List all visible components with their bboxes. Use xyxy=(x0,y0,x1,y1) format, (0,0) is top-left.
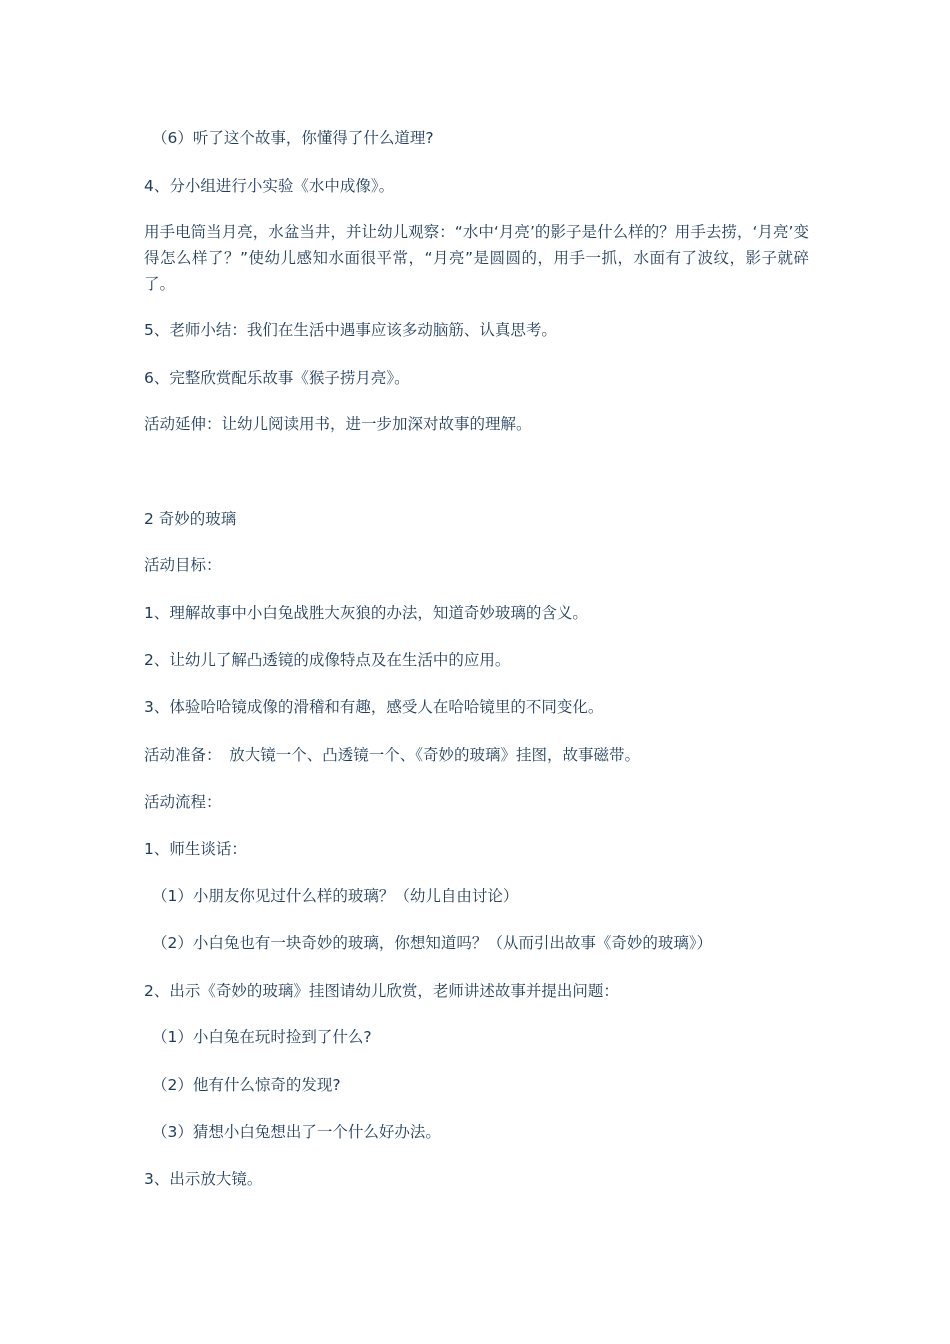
question-6: （6）听了这个故事，你懂得了什么道理? xyxy=(152,129,434,147)
step-2: 2、出示《奇妙的玻璃》挂图请幼儿欣赏，老师讲述故事并提出问题： xyxy=(144,982,619,1000)
step-1-question-2: （2）小白兔也有一块奇妙的玻璃，你想知道吗？（从而引出故事《奇妙的玻璃》） xyxy=(152,934,713,952)
goal-2: 2、让幼儿了解凸透镜的成像特点及在生活中的应用。 xyxy=(144,651,511,669)
step-1-question-1: （1）小朋友你见过什么样的玻璃？（幼儿自由讨论） xyxy=(152,887,519,905)
activity-goals-heading: 活动目标： xyxy=(144,556,222,574)
step-3: 3、出示放大镜。 xyxy=(144,1170,263,1188)
step-6: 6、完整欣赏配乐故事《猴子捞月亮》。 xyxy=(144,369,410,387)
step-2-question-3: （3）猜想小白兔想出了一个什么好办法。 xyxy=(152,1123,441,1141)
activity-preparation: 活动准备： 放大镜一个、凸透镜一个、《奇妙的玻璃》挂图，故事磁带。 xyxy=(144,746,641,764)
step-4: 4、分小组进行小实验《水中成像》。 xyxy=(144,177,395,195)
experiment-description: 用手电筒当月亮，水盆当井，并让幼儿观察：“水中‘月亮’的影子是什么样的？用手去捞，‘月亮’变得怎么样了？”使幼儿感知水面很平常，“月亮”是圆圆的，用手一抓，水面有了波纹，影子就碎了。 xyxy=(144,223,809,293)
activity-process-heading: 活动流程： xyxy=(144,793,222,811)
goal-3: 3、体验哈哈镜成像的滑稽和有趣，感受人在哈哈镜里的不同变化。 xyxy=(144,698,604,716)
activity-extension: 活动延伸：让幼儿阅读用书，进一步加深对故事的理解。 xyxy=(144,415,532,433)
step-1: 1、师生谈话： xyxy=(144,840,247,858)
step-2-question-1: （1）小白兔在玩时捡到了什么? xyxy=(152,1028,372,1046)
section-title: 2 奇妙的玻璃 xyxy=(144,510,237,528)
goal-1: 1、理解故事中小白兔战胜大灰狼的办法，知道奇妙玻璃的含义。 xyxy=(144,604,588,622)
step-2-question-2: （2）他有什么惊奇的发现? xyxy=(152,1076,341,1094)
step-5: 5、老师小结：我们在生活中遇事应该多动脑筋、认真思考。 xyxy=(144,321,557,339)
